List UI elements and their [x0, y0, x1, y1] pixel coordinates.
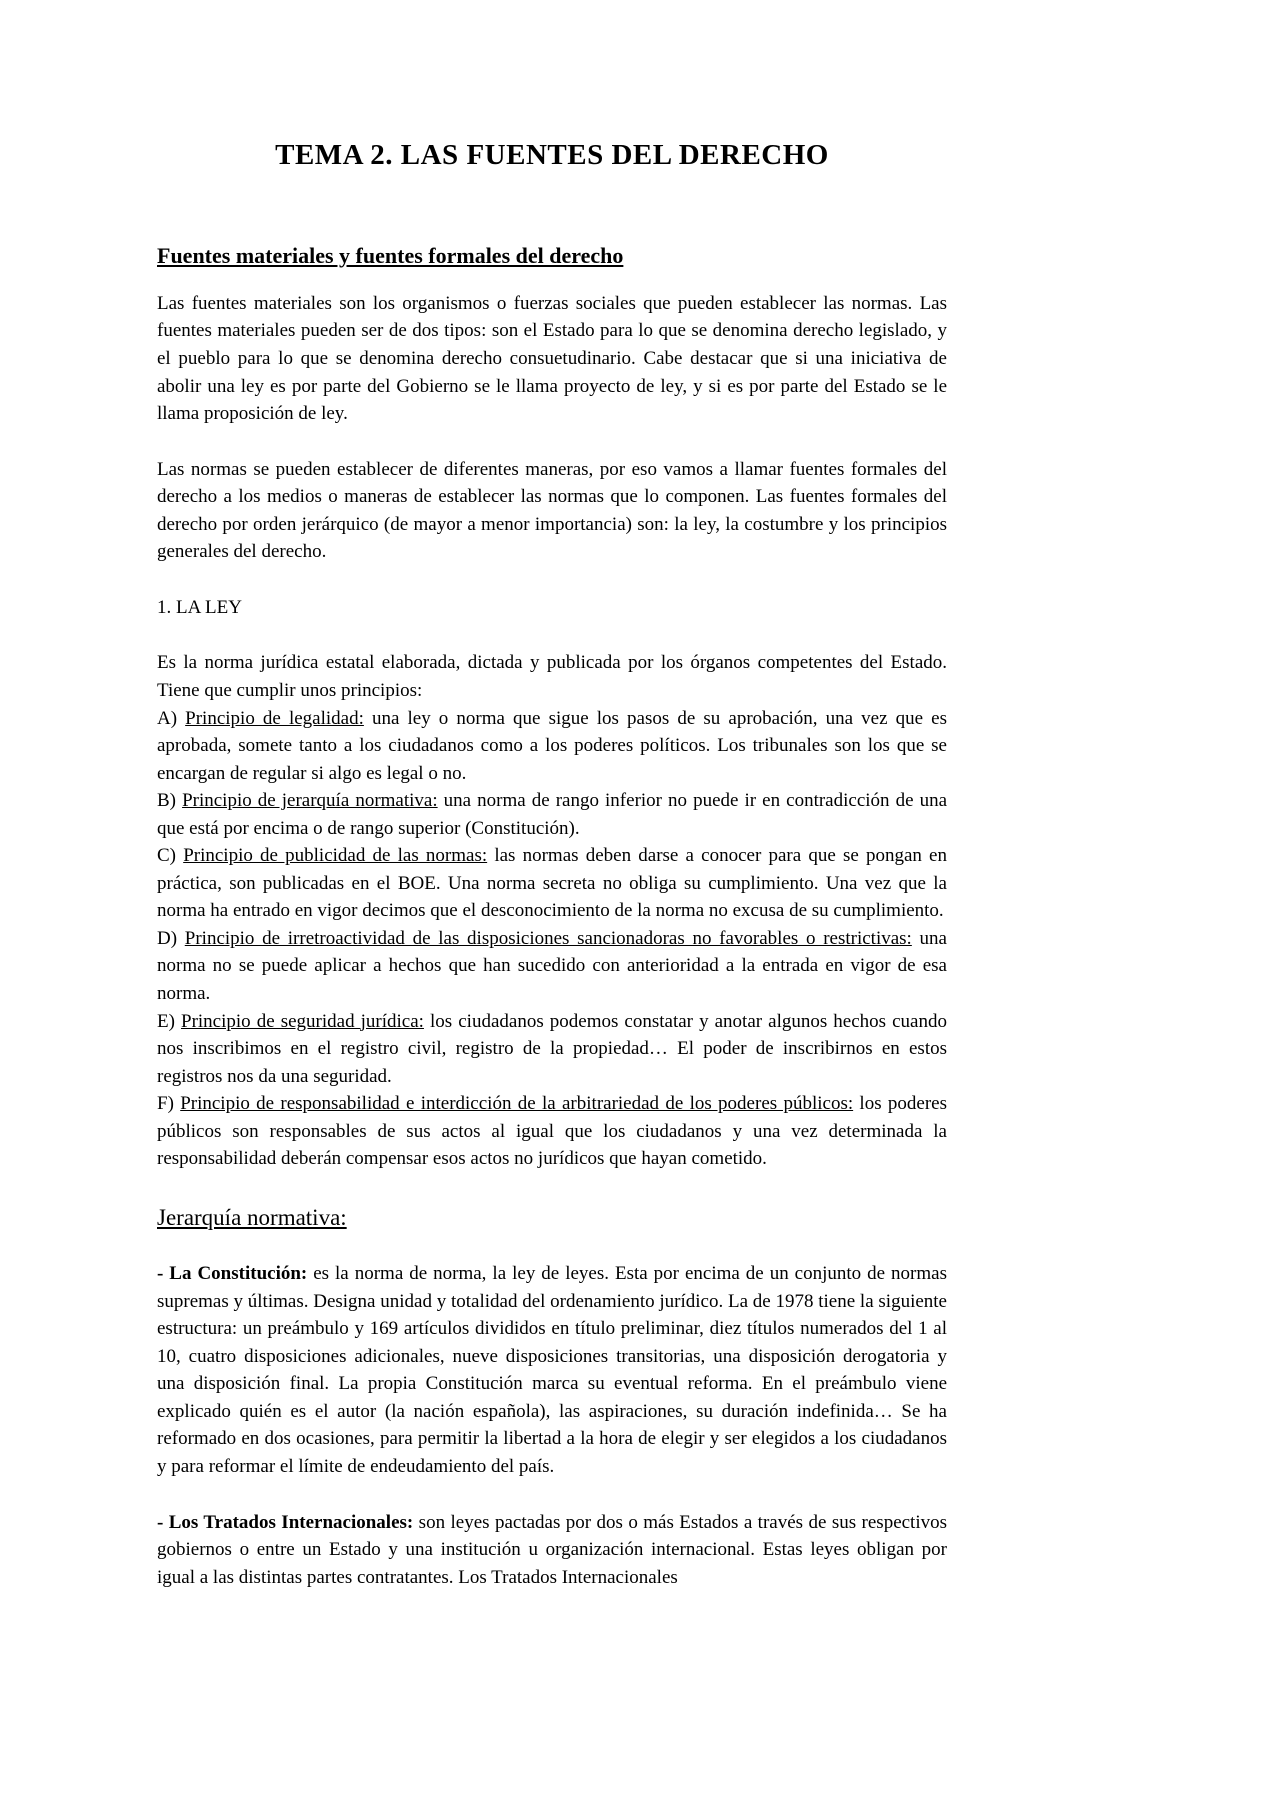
principle-label: Principio de legalidad: — [185, 707, 364, 729]
subsection-heading-la-ley: 1. LA LEY — [157, 596, 242, 618]
principle-prefix: B) — [157, 790, 183, 812]
principle-text: una norma no se puede aplicar a hechos que han sucedido con anterioridad a la entrada en vigor de esa norma. — [157, 927, 947, 1004]
paragraph-tratados-internacionales — [157, 1509, 947, 1592]
principle-item-b — [157, 787, 947, 842]
principle-prefix: F) — [157, 1093, 181, 1115]
paragraph-fuentes-formales: Las normas se pueden establecer de diferentes maneras, por eso vamos a llamar fuentes formales del derecho a los medios o maneras de establecer las normas que lo componen. Las fuentes formales del derecho por orden jerárquico (de mayor a menor importancia) son: la ley, la costumbre y los principios generales del derecho. — [157, 458, 947, 563]
principle-item-d — [157, 925, 947, 1008]
principle-item-a — [157, 705, 947, 788]
section-heading-jerarquia: Jerarquía normativa: — [157, 1204, 347, 1230]
hierarchy-item-text: es la norma de norma, la ley de leyes. Esta por encima de un conjunto de normas supremas y últimas. Designa unidad y totalidad del ordenamiento jurídico. La de 1978 tiene la siguiente estructura: un preámbulo y 169 artículos divididos en título preliminar, diez títulos numerados del 1 al 10, cuatro disposiciones adicionales, nueve disposiciones transitorias, una disposición derogatoria y una disposición final. La propia Constitución marca su eventual reforma. En el preámbulo viene explicado quién es el autor (la nación española), las aspiraciones, su duración indefinida… Se ha reformado en dos ocasiones, para permitir la libertad a la hora de elegir y ser elegidos a los ciudadanos y para reformar el límite de endeudamiento del país. — [157, 1263, 947, 1477]
hierarchy-item-text: son leyes pactadas por dos o más Estados a través de sus respectivos gobiernos o entre un Estado y una institución u organización internacional. Estas leyes obligan por igual a las distintas partes contratantes. Los Tratados Internacionales — [157, 1511, 948, 1588]
principle-text: los ciudadanos podemos constatar y anotar algunos hechos cuando nos inscribimos en el registro civil, registro de la propiedad… El poder de inscribirnos en estos registros nos da una seguridad. — [157, 1010, 947, 1087]
principle-text: una ley o norma que sigue los pasos de su aprobación, una vez que es aprobada, somete tanto a los ciudadanos como a los poderes políticos. Los tribunales son los que se encargan de regular si algo es legal o no. — [157, 707, 947, 784]
principle-label: Principio de publicidad de las normas: — [183, 845, 488, 867]
principle-item-f — [157, 1090, 947, 1173]
paragraph-constitucion — [157, 1260, 947, 1480]
hierarchy-item-label: - La Constitución: — [157, 1263, 308, 1285]
principle-label: Principio de responsabilidad e interdicción de la arbitrariedad de los poderes públicos: — [180, 1093, 854, 1115]
document-title: TEMA 2. LAS FUENTES DEL DERECHO — [275, 139, 829, 171]
principle-label: Principio de irretroactividad de las disposiciones sancionadoras no favorables o restrictivas: — [184, 927, 912, 949]
paragraph-principios — [157, 649, 947, 1172]
principle-text: las normas deben darse a conocer para que se pongan en práctica, son publicadas en el BOE. Una norma secreta no obliga su cumplimiento. Una vez que la norma ha entrado en vigor decimos que el desconocimiento de la norma no excusa de su cumplimiento. — [157, 845, 947, 922]
paragraph-fuentes-materiales: Las fuentes materiales son los organismos o fuerzas sociales que pueden establecer las normas. Las fuentes materiales pueden ser de dos tipos: son el Estado para lo que se denomina derecho legislado, y el pueblo para lo que se denomina derecho consuetudinario. Cabe destacar que si una iniciativa de abolir una ley es por parte del Gobierno se le llama proyecto de ley, y si es por parte del Estado se le llama proposición de ley. — [157, 292, 947, 425]
principle-prefix: A) — [157, 707, 186, 729]
principle-item-e — [157, 1008, 947, 1091]
la-ley-intro-text: Es la norma jurídica estatal elaborada, dictada y publicada por los órganos competentes del Estado. Tiene que cumplir unos principios: — [157, 652, 947, 701]
hierarchy-item-label: - Los Tratados Internacionales: — [157, 1511, 414, 1533]
principle-label: Principio de jerarquía normativa: — [182, 790, 438, 812]
principle-item-c — [157, 842, 947, 925]
principle-prefix: D) — [157, 927, 185, 949]
section-heading-fuentes: Fuentes materiales y fuentes formales del derecho — [157, 243, 624, 269]
principle-label: Principio de seguridad jurídica: — [181, 1010, 424, 1032]
principle-prefix: E) — [157, 1010, 181, 1032]
principle-text: una norma de rango inferior no puede ir en contradicción de una que está por encima o de rango superior (Constitución). — [157, 790, 948, 839]
principle-text: los poderes públicos son responsables de sus actos al igual que los ciudadanos y una vez determinada la responsabilidad deberán compensar esos actos no jurídicos que hayan cometido. — [157, 1093, 947, 1170]
principle-prefix: C) — [157, 845, 184, 867]
